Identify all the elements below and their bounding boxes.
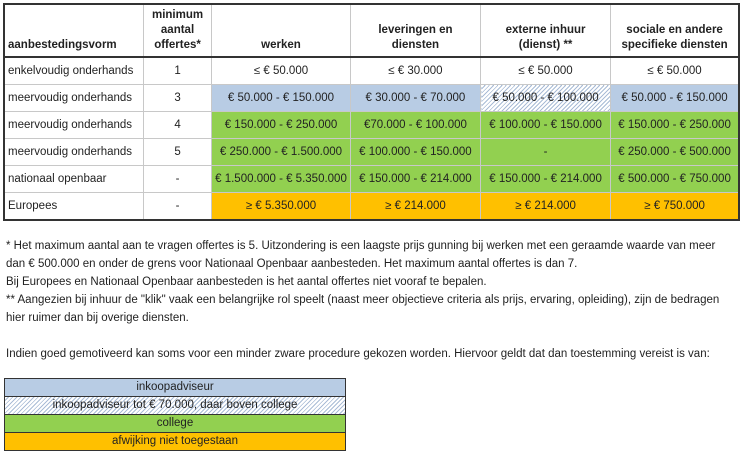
value-cell: € 500.000 - € 750.000	[611, 166, 739, 193]
legend	[4, 378, 346, 451]
value-cell: € 100.000 - € 150.000	[481, 112, 611, 139]
note-paragraph: Indien goed gemotiveerd kan soms voor een minder zware procedure gekozen worden. Hiervoor geldt dat dan toestemming vereist is van:	[6, 348, 710, 360]
value-cell: ≤ € 50.000	[212, 57, 351, 85]
procedure-cell: enkelvoudig onderhands	[4, 57, 143, 85]
value-cell: 5	[143, 139, 211, 166]
header-row	[4, 4, 739, 57]
note-paragraph: ** Aangezien bij inhuur de "klik" vaak een belangrijke rol speelt (naast meer objectieve criteria als prijs, ervaring, opleiding), zijn de bedragen hier ruimer dan bij overige diensten.	[6, 294, 720, 324]
table-row	[4, 112, 739, 139]
value-cell: 4	[143, 112, 211, 139]
value-cell: 1	[143, 57, 211, 85]
value-cell: 3	[143, 85, 211, 112]
value-cell: € 100.000 - € 150.000	[350, 139, 480, 166]
value-cell: € 250.000 - € 500.000	[611, 139, 739, 166]
value-cell: € 250.000 - € 1.500.000	[212, 139, 351, 166]
procurement-table	[3, 3, 740, 221]
procedure-cell: meervoudig onderhands	[4, 85, 143, 112]
column-header: sociale en andere specifieke diensten	[611, 4, 739, 57]
note-paragraph	[6, 327, 736, 345]
column-header: minimum aantal offertes*	[143, 4, 211, 57]
value-cell: €70.000 - € 100.000	[350, 112, 480, 139]
column-header: werken	[212, 4, 351, 57]
value-cell: € 1.500.000 - € 5.350.000	[212, 166, 351, 193]
value-cell: € 150.000 - € 214.000	[481, 166, 611, 193]
procedure-cell: Europees	[4, 193, 143, 221]
value-cell: ≥ € 5.350.000	[212, 193, 351, 221]
legend-item: afwijking niet toegestaan	[5, 433, 345, 450]
table-row	[4, 193, 739, 221]
value-cell: -	[143, 193, 211, 221]
value-cell: € 50.000 - € 150.000	[611, 85, 739, 112]
column-header: externe inhuur (dienst) **	[481, 4, 611, 57]
value-cell: ≥ € 214.000	[481, 193, 611, 221]
procedure-cell: meervoudig onderhands	[4, 112, 143, 139]
legend-item: college	[5, 415, 345, 433]
value-cell: € 150.000 - € 250.000	[611, 112, 739, 139]
note-paragraph: Bij Europees en Nationaal Openbaar aanbesteden is het aantal offertes niet vooraf te bepalen.	[6, 276, 487, 288]
value-cell: € 30.000 - € 70.000	[350, 85, 480, 112]
legend-item: inkoopadviseur tot € 70.000, daar boven college	[5, 397, 345, 415]
value-cell: -	[481, 139, 611, 166]
value-cell: € 50.000 - € 150.000	[212, 85, 351, 112]
procedure-cell: meervoudig onderhands	[4, 139, 143, 166]
column-header: leveringen en diensten	[350, 4, 480, 57]
table-row	[4, 57, 739, 85]
table-row	[4, 139, 739, 166]
value-cell: € 150.000 - € 250.000	[212, 112, 351, 139]
column-header: aanbestedingsvorm	[4, 4, 143, 57]
value-cell: ≥ € 750.000	[611, 193, 739, 221]
value-cell: -	[143, 166, 211, 193]
value-cell: € 150.000 - € 214.000	[350, 166, 480, 193]
value-cell: € 50.000 - € 100.000	[481, 85, 611, 112]
note-paragraph: * Het maximum aantal aan te vragen offertes is 5. Uitzondering is een laagste prijs gunning bij werken met een geraamde waarde van meer dan € 500.000 en onder de grens voor Nationaal Openbaar aanbesteden. Het maximum aantal offertes is dan 7.	[6, 240, 716, 270]
procedure-cell: nationaal openbaar	[4, 166, 143, 193]
value-cell: ≥ € 214.000	[350, 193, 480, 221]
value-cell: ≤ € 50.000	[611, 57, 739, 85]
value-cell: ≤ € 30.000	[350, 57, 480, 85]
value-cell: ≤ € 50.000	[481, 57, 611, 85]
table-row	[4, 85, 739, 112]
footnotes	[6, 237, 736, 363]
legend-item: inkoopadviseur	[5, 379, 345, 397]
table-row	[4, 166, 739, 193]
